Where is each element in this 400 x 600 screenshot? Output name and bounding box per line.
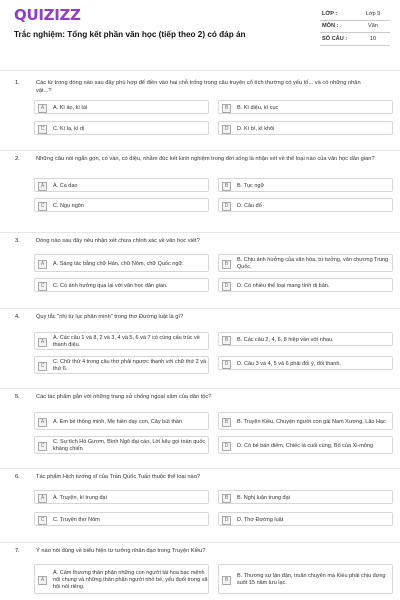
option-text: C. Truyện thơ Nôm <box>53 516 100 523</box>
question-header <box>0 80 400 95</box>
option-box[interactable] <box>218 412 393 430</box>
option-box[interactable] <box>34 412 209 430</box>
option-text: B. Các câu 2, 4, 6, 8 hiệp vần với nhau. <box>237 336 334 343</box>
option-text: A. Em bé thông minh, Mẹ hiền dạy con, Cây bút thần <box>53 418 183 425</box>
option-letter-badge: C <box>38 442 47 451</box>
page-title: Trắc nghiệm: Tổng kết phần văn học (tiếp theo 2) có đáp án <box>14 30 246 39</box>
answer-option-c[interactable] <box>38 122 208 136</box>
answer-option-c[interactable] <box>38 437 208 455</box>
option-letter-badge: C <box>38 362 47 371</box>
option-letter-badge: C <box>38 125 47 134</box>
option-text: D. Có nhiều thể loại mang tính dị bản. <box>237 282 330 289</box>
question-text: Những câu nói ngắn gọn, có vần, có điệu, nhằm đúc kết kinh nghiệm trong đời sống là nhận xét về thể loại nào của văn học dân gian? <box>36 156 375 162</box>
question-header <box>0 474 400 482</box>
answer-option-d[interactable] <box>222 122 392 136</box>
question-header <box>0 238 400 246</box>
question-divider <box>0 542 400 543</box>
option-letter-badge: A <box>38 494 47 503</box>
option-text: D. Thơ Đường luật <box>237 516 284 523</box>
option-text: C. Ngụ ngôn <box>53 202 84 209</box>
question-divider <box>0 388 400 389</box>
option-letter-badge: B <box>222 260 231 269</box>
question-divider <box>0 232 400 233</box>
option-text: D. Câu đố <box>237 202 262 209</box>
question-6 <box>0 474 400 523</box>
question-3 <box>0 238 400 289</box>
option-box[interactable] <box>218 356 393 370</box>
option-letter-badge: D <box>222 442 231 451</box>
option-box[interactable] <box>34 254 209 272</box>
answer-option-a[interactable] <box>38 333 208 351</box>
option-text: B. Kì diệu, kì cục <box>237 104 279 111</box>
option-letter-badge: A <box>38 418 47 427</box>
answer-option-c[interactable] <box>38 513 208 527</box>
header-divider <box>0 70 400 71</box>
option-letter-badge: C <box>38 516 47 525</box>
meta-value: Lớp 9 <box>365 10 381 17</box>
answer-option-d[interactable] <box>222 199 392 213</box>
option-text: A. Ca dao <box>53 182 78 189</box>
option-letter-badge: B <box>222 576 231 585</box>
option-box[interactable] <box>34 512 209 526</box>
option-box[interactable] <box>34 490 209 504</box>
question-header <box>0 156 400 164</box>
answer-option-a[interactable] <box>38 101 208 115</box>
question-header <box>0 548 400 556</box>
option-box[interactable] <box>218 278 393 292</box>
option-text: B. Chịu ảnh hưởng của văn hóa, tư tưởng, văn chương Trung Quốc. <box>237 257 389 270</box>
meta-row-subject <box>320 21 390 34</box>
question-text: Các tác phẩm gắn với những trang sử chống ngoại xâm của dân tộc? <box>36 394 212 400</box>
option-text: B. Tục ngữ <box>237 182 265 189</box>
option-text: B. Thương sự lận đận, truân chuyên mà Kiều phải chịu đựng suốt 15 năm lưu lạc. <box>237 573 386 586</box>
option-letter-badge: A <box>38 338 47 347</box>
meta-value: 10 <box>369 35 377 42</box>
question-number: 6. <box>15 474 20 480</box>
option-letter-badge: C <box>38 282 47 291</box>
option-box[interactable] <box>34 198 209 212</box>
question-1 <box>0 80 400 132</box>
option-text: C. Chữ thứ 4 trong câu thơ phải ngược thanh với chữ thứ 2 và thứ 6. <box>53 359 207 372</box>
question-header <box>0 394 400 402</box>
question-text: Các từ trong dòng nào sau đây phù hợp để điền vào hai chỗ trống trong câu truyện cổ tích thường có yếu tố... và có những nhân vật...? <box>36 80 361 94</box>
answer-option-c[interactable] <box>38 279 208 293</box>
question-text: Tác phẩm Hịch tướng sĩ của Trần Quốc Tuấn thuộc thể loại nào? <box>36 474 201 480</box>
page-header <box>0 0 400 66</box>
option-letter-badge: B <box>222 494 231 503</box>
option-text: B. Truyện Kiều, Chuyện người con gái Nam Xương, Lão Hạc <box>237 418 386 425</box>
question-number: 1. <box>15 80 20 86</box>
option-text: C. Kì lạ, kì dị <box>53 125 85 132</box>
option-box[interactable] <box>34 436 209 454</box>
option-text: D. Kì bí, kì khôi <box>237 125 275 132</box>
option-box[interactable] <box>34 356 209 374</box>
option-letter-badge: B <box>222 104 231 113</box>
option-box[interactable] <box>218 254 393 272</box>
option-text: D. Cô bé bán diêm, Chiếc lá cuối cùng, Bố của Xi-mông <box>237 442 374 449</box>
meta-value: Văn <box>368 23 378 30</box>
answer-option-a[interactable] <box>38 413 208 431</box>
answer-option-d[interactable] <box>222 513 392 527</box>
question-number: 7. <box>15 548 20 554</box>
answer-option-d[interactable] <box>222 279 392 293</box>
option-letter-badge: A <box>38 182 47 191</box>
option-letter-badge: C <box>38 202 47 211</box>
answer-option-c[interactable] <box>38 357 208 375</box>
answer-option-c[interactable] <box>38 199 208 213</box>
meta-row-count <box>320 33 390 46</box>
option-letter-badge: B <box>222 418 231 427</box>
option-box[interactable] <box>218 100 393 114</box>
question-divider <box>0 468 400 469</box>
option-letter-badge: D <box>222 202 231 211</box>
question-number: 5. <box>15 394 20 400</box>
question-7 <box>0 548 400 590</box>
option-text: A. Sáng tác bằng chữ Hán, chữ Nôm, chữ Quốc ngữ. <box>53 260 184 267</box>
option-box[interactable] <box>34 332 209 350</box>
option-letter-badge: A <box>38 104 47 113</box>
answer-option-d[interactable] <box>222 437 392 455</box>
meta-key: MÔN : <box>322 23 339 30</box>
option-box[interactable] <box>218 564 393 594</box>
question-number: 4. <box>15 314 20 320</box>
option-text: D. Câu 3 và 4, 5 và 6 phải đối ý, đối thanh. <box>237 360 341 367</box>
option-letter-badge: D <box>222 282 231 291</box>
question-number: 2. <box>15 156 20 162</box>
option-text: C. Sự tích Hồ Gươm, Bình Ngô đại cáo, Lời kêu gọi toàn quốc kháng chiến <box>53 439 206 452</box>
meta-row-class <box>320 8 390 21</box>
answer-option-a[interactable] <box>38 255 208 273</box>
option-box[interactable] <box>218 512 393 526</box>
option-letter-badge: B <box>222 336 231 345</box>
answer-option-b[interactable] <box>222 333 392 347</box>
question-5 <box>0 394 400 452</box>
option-letter-badge: B <box>222 182 231 191</box>
meta-key: SỐ CÂU : <box>322 35 348 42</box>
question-2 <box>0 156 400 209</box>
option-box[interactable] <box>218 332 393 346</box>
answer-option-b[interactable] <box>222 179 392 193</box>
question-text: Dòng nào sau đây nêu nhận xét chưa chính xác về văn học viết? <box>36 238 200 244</box>
answer-option-b[interactable] <box>222 101 392 115</box>
option-box[interactable] <box>218 121 393 135</box>
option-text: A. Truyện, kí trung đại <box>53 494 107 501</box>
option-text: B. Nghị luận trung đại <box>237 494 290 501</box>
answer-option-d[interactable] <box>222 357 392 371</box>
question-divider <box>0 308 400 309</box>
option-text: A. Kì ảo, kì tài <box>53 104 88 111</box>
option-letter-badge: A <box>38 260 47 269</box>
question-text: Quy tắc "nhị tứ lục phân minh" trong thơ Đường luật là gì? <box>36 314 184 320</box>
answer-option-a[interactable] <box>38 565 208 595</box>
brand-logo: QUIZIZZ <box>14 6 81 24</box>
answer-option-a[interactable] <box>38 491 208 505</box>
answer-option-b[interactable] <box>222 413 392 431</box>
option-letter-badge: D <box>222 125 231 134</box>
answer-option-b[interactable] <box>222 565 392 595</box>
meta-key: LỚP : <box>322 10 338 17</box>
question-text: Ý nào nói đúng về biểu hiện tư tưởng nhân đạo trong Truyện Kiều? <box>36 548 206 554</box>
option-text: A. Các câu 1 và 8, 2 và 3, 4 và 5, 6 và 7 có cùng cấu trúc về thanh điệu. <box>53 335 200 348</box>
answer-option-b[interactable] <box>222 255 392 273</box>
question-number: 3. <box>15 238 20 244</box>
option-box[interactable] <box>218 436 393 454</box>
answer-option-a[interactable] <box>38 179 208 193</box>
option-box[interactable] <box>218 490 393 504</box>
answer-option-b[interactable] <box>222 491 392 505</box>
option-box[interactable] <box>34 278 209 292</box>
option-letter-badge: A <box>38 576 47 585</box>
question-header <box>0 314 400 322</box>
option-box[interactable] <box>34 564 209 594</box>
question-divider <box>0 150 400 151</box>
option-box[interactable] <box>34 100 209 114</box>
option-letter-badge: D <box>222 516 231 525</box>
meta-table <box>320 8 390 46</box>
option-box[interactable] <box>218 178 393 192</box>
option-box[interactable] <box>218 198 393 212</box>
option-text: C. Có ảnh hưởng qua lại với văn học dân gian. <box>53 282 168 289</box>
question-4 <box>0 314 400 372</box>
option-box[interactable] <box>34 178 209 192</box>
option-text: A. Cảm thương thân phận những con người tài hoa bạc mệnh nổi chung và những thân phận người nhỏ bé, yếu đuối trong xã hội nói riêng. <box>53 569 208 590</box>
option-letter-badge: D <box>222 360 231 369</box>
option-box[interactable] <box>34 121 209 135</box>
